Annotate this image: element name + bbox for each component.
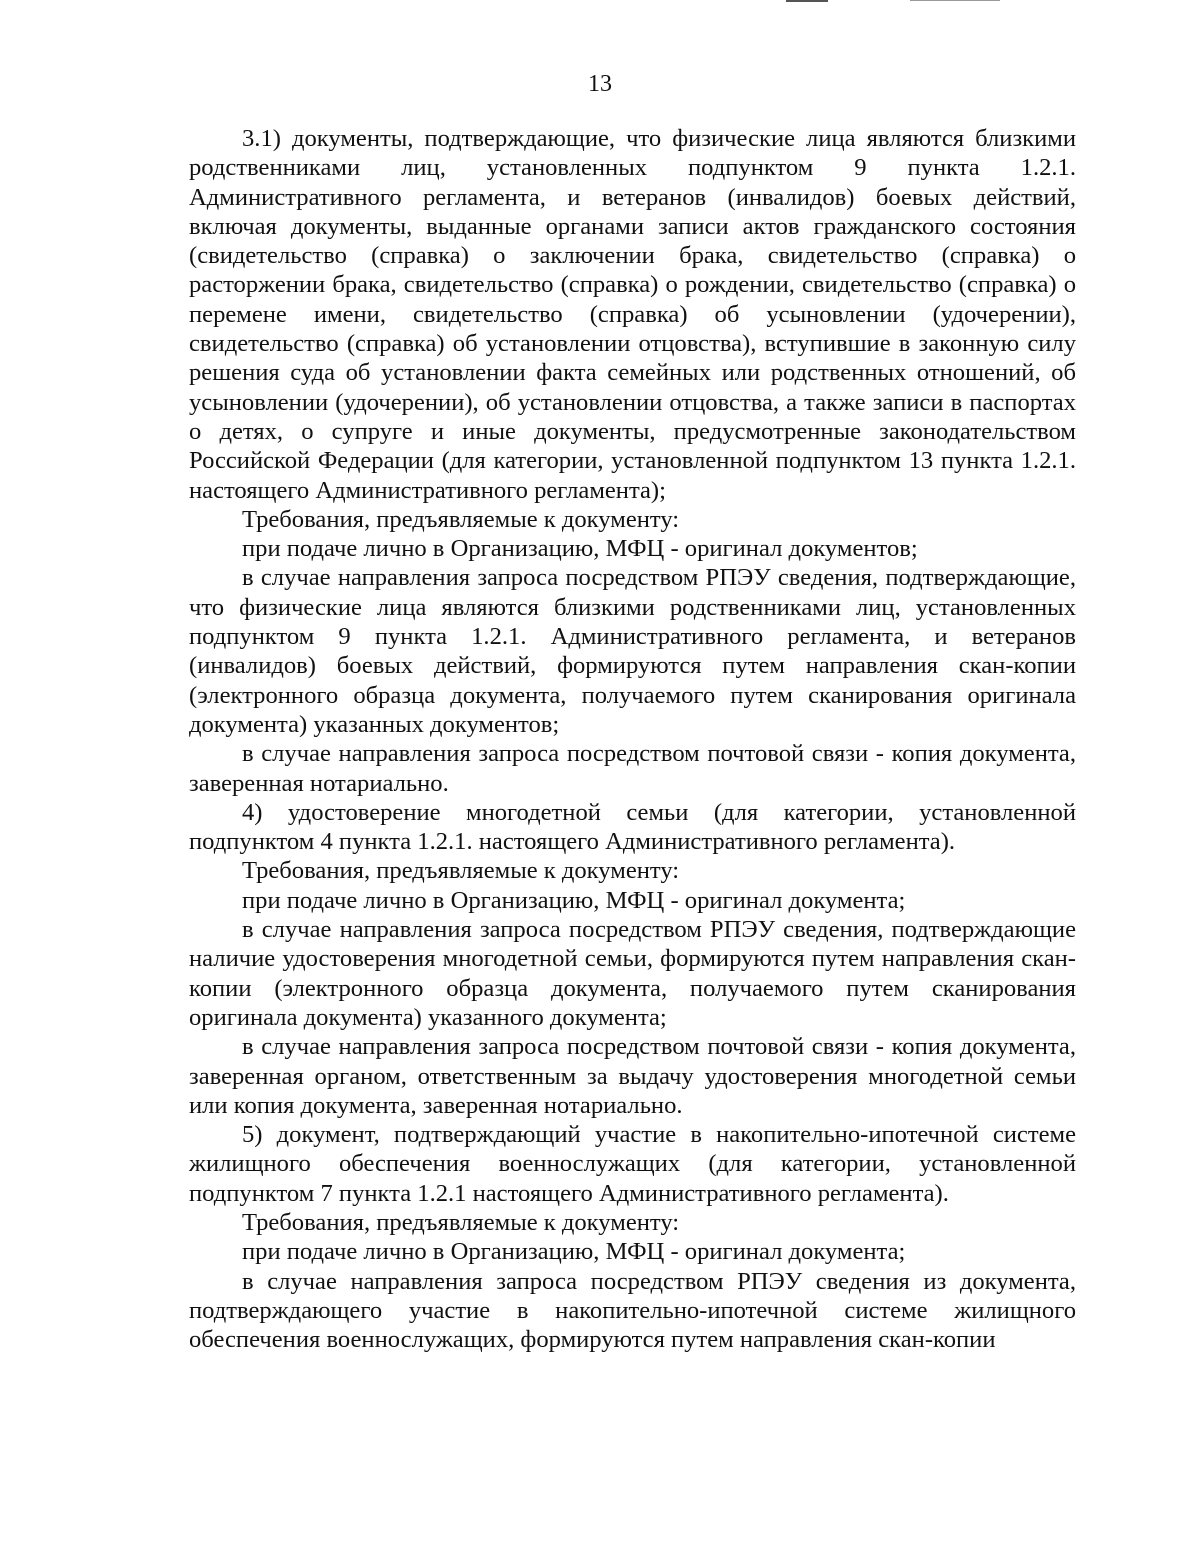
paragraph-requirements-heading: Требования, предъявляемые к документу:	[242, 1208, 680, 1236]
page-number: 13	[588, 71, 612, 97]
paragraph-item-3-1: 3.1) документы, подтверждающие, что физические лица являются близкими родственниками лиц, установленных подпунктом 9 пункта 1.2.1. Административного регламента, и ветеранов (инвалидов) боевых действий, включая документы, выданные органами записи актов гражданского состояния (свидетельство (справка) о заключении брака, свидетельство (справка) о расторжении брака, свидетельство (справка) о рождении, свидетельство (справка) о перемене имени, свидетельство (справка) об усыновлении (удочерении), свидетельство (справка) об установлении отцовства), вступившие в законную силу решения суда об установлении факта семейных или родственных отношений, об усыновлении (удочерении), об установлении отцовства, а также записи в паспортах о детях, о супруге и иные документы, предусмотренные законодательством Российской Федерации (для категории, установленной подпунктом 13 пункта 1.2.1. настоящего Административного регламента);	[189, 125, 1076, 504]
paragraph-postal-submission: в случае направления запроса посредством почтовой связи - копия документа, заверенная органом, ответственным за выдачу удостоверения многодетной семьи или копия документа, заверенная нотариально.	[189, 1033, 1076, 1119]
paragraph-item-4: 4) удостоверение многодетной семьи (для категории, установленной подпунктом 4 пункта 1.2.1. настоящего Административного регламента).	[189, 798, 1076, 856]
scan-artifact-mark	[910, 0, 1000, 1]
paragraph-rpeu-submission: в случае направления запроса посредством РПЭУ сведения из документа, подтверждающего участие в накопительно-ипотечной системе жилищного обеспечения военнослужащих, формируются путем направления скан-копии	[189, 1267, 1076, 1354]
paragraph-in-person-submission: при подаче лично в Организацию, МФЦ - оригинал документа;	[242, 1238, 906, 1266]
paragraph-in-person-submission: при подаче лично в Организацию, МФЦ - оригинал документов;	[242, 535, 918, 563]
paragraph-requirements-heading: Требования, предъявляемые к документу:	[242, 505, 680, 533]
document-body	[189, 124, 1076, 1354]
paragraph-postal-submission: в случае направления запроса посредством почтовой связи - копия документа, заверенная нотариально.	[189, 740, 1076, 797]
paragraph-rpeu-submission: в случае направления запроса посредством РПЭУ сведения, подтверждающие, что физические лица являются близкими родственниками лиц, установленных подпунктом 9 пункта 1.2.1. Административного регламента, и ветеранов (инвалидов) боевых действий, формируются путем направления скан-копии (электронного образца документа, получаемого путем сканирования оригинала документа) указанных документов;	[189, 564, 1076, 738]
paragraph-requirements-heading: Требования, предъявляемые к документу:	[242, 857, 680, 885]
scan-artifact-mark	[786, 0, 828, 2]
paragraph-item-5: 5) документ, подтверждающий участие в накопительно-ипотечной системе жилищного обеспечения военнослужащих (для категории, установленной подпунктом 7 пункта 1.2.1 настоящего Административного регламента).	[189, 1121, 1076, 1207]
paragraph-rpeu-submission: в случае направления запроса посредством РПЭУ сведения, подтверждающие наличие удостоверения многодетной семьи, формируются путем направления скан-копии (электронного образца документа, получаемого путем сканирования оригинала документа) указанного документа;	[189, 916, 1076, 1031]
paragraph-in-person-submission: при подаче лично в Организацию, МФЦ - оригинал документа;	[242, 886, 906, 914]
